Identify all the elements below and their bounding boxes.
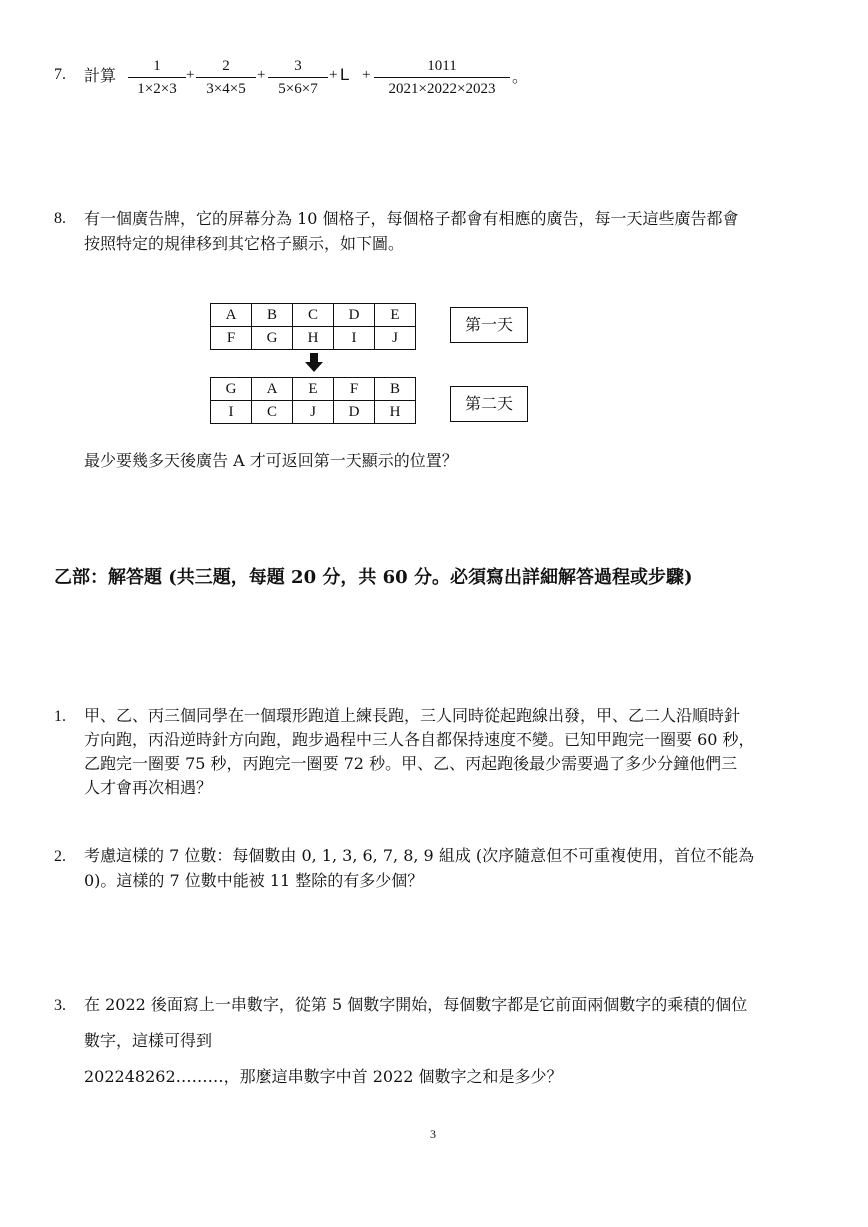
grid-row: [211, 401, 416, 424]
day1-grid: [210, 303, 416, 350]
grid-cell: I: [334, 327, 375, 350]
grid-cell: F: [334, 378, 375, 401]
q7-fraction-3: [268, 57, 328, 98]
grid-cell: E: [293, 378, 334, 401]
ellipsis-symbol: L: [340, 65, 350, 84]
b1-line-1: 甲、乙、丙三個同學在一個環形跑道上練長跑，三人同時從起跑線出發，甲、乙二人沿順時針: [84, 706, 741, 725]
b1-line-2: 方向跑，丙沿逆時針方向跑，跑步過程中三人各自都保持速度不變。已知甲跑完一圈要 60 秒，: [84, 730, 755, 749]
q7-fraction-3-numerator: 3: [294, 58, 302, 74]
grid-cell: D: [334, 304, 375, 327]
q7-fraction-2-denominator: 3×4×5: [206, 81, 246, 97]
q7-number: 7.: [54, 66, 66, 83]
b2-line-2: 0)。這樣的 7 位數中能被 11 整除的有多少個？: [84, 871, 424, 890]
b1-line-3: 乙跑完一圈要 75 秒，丙跑完一圈要 72 秒。甲、乙、丙起跑後最少需要過了多少分鐘他們三: [84, 754, 738, 773]
plus-sign: +: [362, 67, 371, 83]
grid-cell: F: [211, 327, 252, 350]
plus-sign: +: [329, 67, 338, 83]
grid-cell: C: [252, 401, 293, 424]
grid-cell: G: [252, 327, 293, 350]
b1-number: 1.: [54, 708, 66, 725]
page-number: 3: [430, 1127, 436, 1141]
section-b-title: 乙部：解答題 (共三題，每題 20 分，共 60 分。必須寫出詳細解答過程或步驟): [54, 567, 693, 588]
b3-line-3: 202248262………，那麼這串數字中首 2022 個數字之和是多少？: [84, 1067, 563, 1086]
b3-number: 3.: [54, 997, 66, 1014]
plus-sign: +: [186, 67, 195, 83]
grid-cell: J: [293, 401, 334, 424]
b3-line-1: 在 2022 後面寫上一串數字，從第 5 個數字開始，每個數字都是它前面兩個數字的乘積的個位: [84, 995, 748, 1014]
q8-line-2: 按照特定的規律移到其它格子顯示，如下圖。: [84, 234, 405, 253]
grid-cell: I: [211, 401, 252, 424]
grid-cell: J: [375, 327, 416, 350]
day2-grid: [210, 377, 416, 424]
full-stop: 。: [512, 69, 529, 86]
grid-row: [211, 304, 416, 327]
grid-cell: A: [252, 378, 293, 401]
q7-fraction-3-denominator: 5×6×7: [278, 81, 318, 97]
q7-prompt: 計算: [84, 66, 117, 85]
q8-number: 8.: [54, 210, 66, 227]
q7-fraction-1-numerator: 1: [153, 58, 161, 74]
fraction-bar: [128, 77, 186, 78]
grid-cell: A: [211, 304, 252, 327]
grid-cell: H: [293, 327, 334, 350]
day1-label: 第一天: [450, 307, 528, 343]
grid-cell: D: [334, 401, 375, 424]
q7-fraction-2: [196, 57, 256, 98]
q7-fraction-4-numerator: 1011: [427, 58, 457, 74]
q7-fraction-4-denominator: 2021×2022×2023: [388, 81, 496, 97]
grid-cell: C: [293, 304, 334, 327]
q7-fraction-1: [128, 57, 186, 98]
q7-fraction-2-numerator: 2: [222, 58, 230, 74]
q7-fraction-4: [374, 57, 510, 98]
fraction-bar: [374, 77, 510, 78]
grid-cell: E: [375, 304, 416, 327]
b2-number: 2.: [54, 848, 66, 865]
plus-sign: +: [257, 67, 266, 83]
fraction-bar: [268, 77, 328, 78]
grid-cell: H: [375, 401, 416, 424]
day2-label: 第二天: [450, 386, 528, 422]
b3-line-2: 數字，這樣可得到: [84, 1031, 213, 1050]
q8-question: 最少要幾多天後廣告 A 才可返回第一天顯示的位置？: [84, 451, 458, 470]
grid-row: [211, 327, 416, 350]
down-arrow-icon: [304, 353, 324, 373]
b1-line-4: 人才會再次相遇？: [84, 778, 213, 797]
q8-line-1: 有一個廣告牌，它的屏幕分為 10 個格子，每個格子都會有相應的廣告，每一天這些廣告都會: [84, 209, 739, 228]
grid-row: [211, 378, 416, 401]
q7-fraction-1-denominator: 1×2×3: [137, 81, 177, 97]
grid-cell: G: [211, 378, 252, 401]
grid-cell: B: [252, 304, 293, 327]
fraction-bar: [196, 77, 256, 78]
b2-line-1: 考慮這樣的 7 位數：每個數由 0, 1, 3, 6, 7, 8, 9 組成 (次序隨意但不可重複使用，首位不能為: [84, 846, 755, 865]
grid-cell: B: [375, 378, 416, 401]
